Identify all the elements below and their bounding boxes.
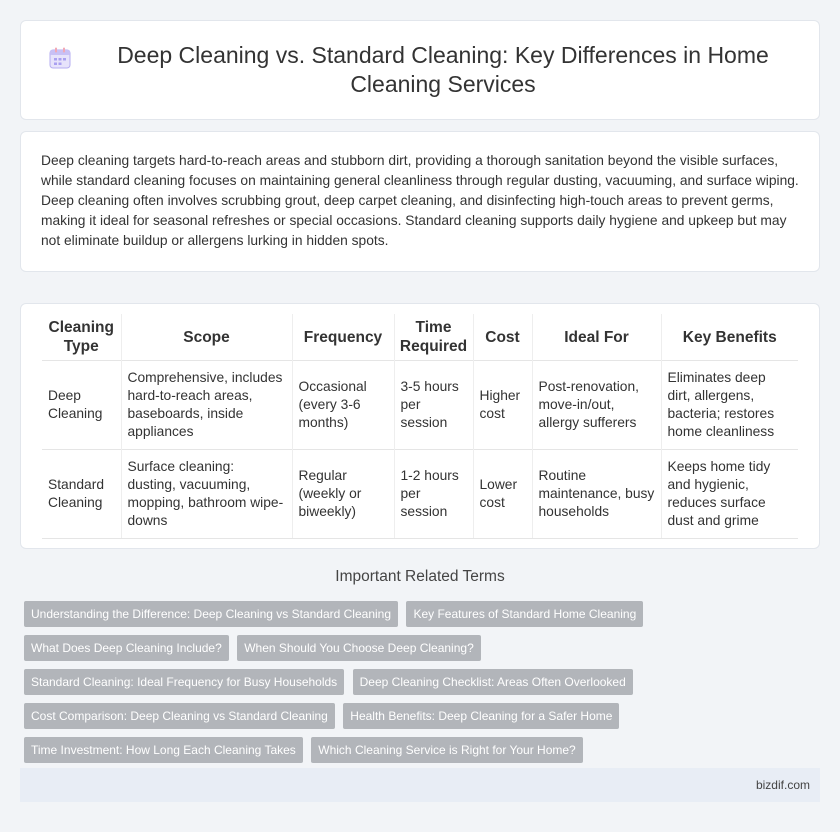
table-cell: 3-5 hours per session <box>394 361 473 450</box>
column-header: Frequency <box>292 314 394 361</box>
table-cell: Regular (weekly or biweekly) <box>292 450 394 539</box>
related-term-link[interactable]: Deep Cleaning Checklist: Areas Often Overlooked <box>353 669 633 695</box>
table-cell: Standard Cleaning <box>42 450 121 539</box>
table-cell: Post-renovation, move-in/out, allergy sufferers <box>532 361 661 450</box>
table-cell: Deep Cleaning <box>42 361 121 450</box>
related-term-link[interactable]: When Should You Choose Deep Cleaning? <box>237 635 481 661</box>
column-header: Scope <box>121 314 292 361</box>
table-row <box>42 361 798 450</box>
calendar-icon <box>47 45 73 71</box>
intro-paragraph: Deep cleaning targets hard-to-reach areas and stubborn dirt, providing a thorough sanitation beyond the visible surfaces, while standard cleaning focuses on maintaining general cleanliness through regular dusting, vacuuming, and surface wiping. Deep cleaning often involves scrubbing grout, deep carpet cleaning, and disinfecting high-touch areas to prevent germs, making it ideal for seasonal refreshes or special occasions. Standard cleaning supports daily hygiene and upkeep but may not eliminate buildup or allergens lurking in hidden spots. <box>41 153 799 248</box>
table-row <box>42 450 798 539</box>
column-header: Cleaning Type <box>48 319 114 355</box>
table-cell: Eliminates deep dirt, allergens, bacteria; restores home cleanliness <box>661 361 798 450</box>
related-term-link[interactable]: Understanding the Difference: Deep Cleaning vs Standard Cleaning <box>24 601 398 627</box>
related-term-link[interactable]: Time Investment: How Long Each Cleaning Takes <box>24 737 303 763</box>
column-header: Key Benefits <box>661 314 798 361</box>
table-cell: Higher cost <box>473 361 532 450</box>
related-term-link[interactable]: Health Benefits: Deep Cleaning for a Safer Home <box>343 703 619 729</box>
column-header: Ideal For <box>532 314 661 361</box>
footer <box>20 768 820 802</box>
title-wrap <box>40 41 800 99</box>
table-cell: Surface cleaning: dusting, vacuuming, mopping, bathroom wipe-downs <box>121 450 292 539</box>
related-term-link[interactable]: Which Cleaning Service is Right for Your Home? <box>311 737 582 763</box>
intro-card <box>20 131 820 272</box>
table-cell: Lower cost <box>473 450 532 539</box>
comparison-table-card <box>20 303 820 549</box>
table-cell: Comprehensive, includes hard-to-reach areas, baseboards, inside appliances <box>121 361 292 450</box>
table-cell: Keeps home tidy and hygienic, reduces surface dust and grime <box>661 450 798 539</box>
table-cell: Occasional (every 3-6 months) <box>292 361 394 450</box>
table-header-row <box>42 314 798 361</box>
related-term-link[interactable]: Cost Comparison: Deep Cleaning vs Standard Cleaning <box>24 703 335 729</box>
related-terms-list <box>24 601 804 771</box>
column-header: Time Required <box>394 314 473 361</box>
table-cell: 1-2 hours per session <box>394 450 473 539</box>
comparison-table <box>42 314 798 539</box>
column-header: Cost <box>473 314 532 361</box>
related-term-link[interactable]: What Does Deep Cleaning Include? <box>24 635 229 661</box>
related-terms-title: Important Related Terms <box>335 568 505 585</box>
related-term-link[interactable]: Standard Cleaning: Ideal Frequency for Busy Households <box>24 669 344 695</box>
table-cell: Routine maintenance, busy households <box>532 450 661 539</box>
page-title: Deep Cleaning vs. Standard Cleaning: Key Differences in Home Cleaning Services <box>117 42 769 97</box>
header-card <box>20 20 820 120</box>
footer-site-link[interactable]: bizdif.com <box>755 778 810 792</box>
related-term-link[interactable]: Key Features of Standard Home Cleaning <box>406 601 643 627</box>
